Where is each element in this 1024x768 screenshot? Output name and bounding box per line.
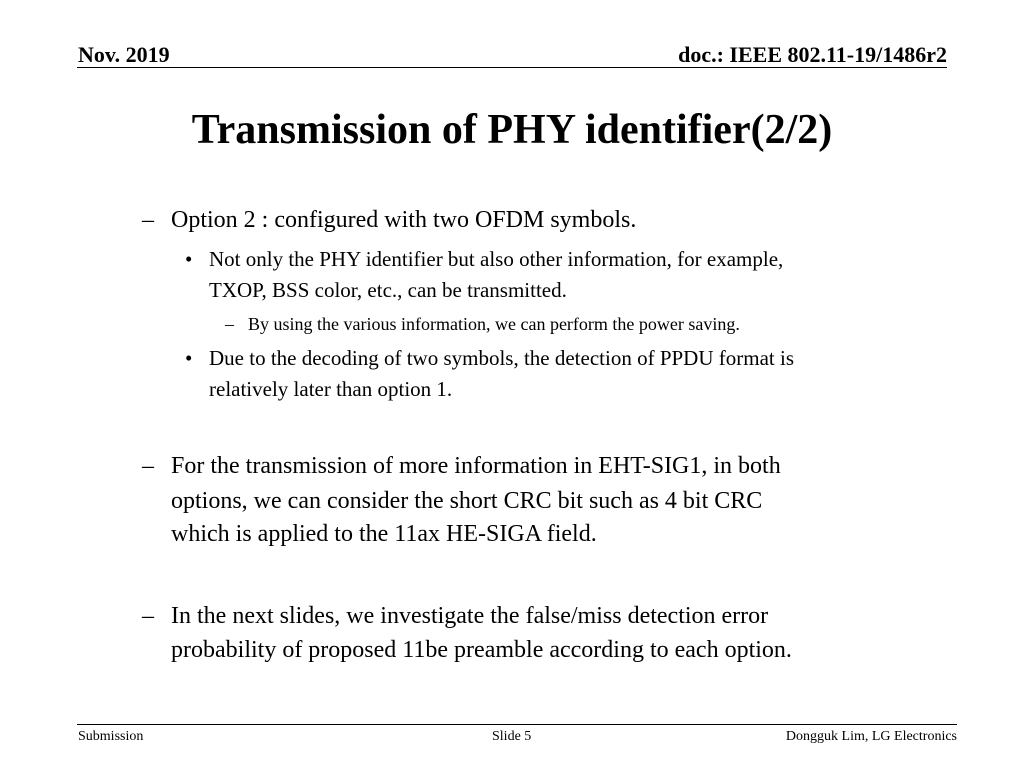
- dash-marker: –: [142, 207, 154, 233]
- dash-marker: –: [225, 314, 234, 334]
- subsub1-text: By using the various information, we can perform the power saving.: [248, 314, 740, 334]
- footer-divider: [77, 724, 957, 725]
- para3-line1: In the next slides, we investigate the false/miss detection error: [171, 603, 769, 629]
- footer-submission: Submission: [78, 729, 144, 744]
- para2-line3: which is applied to the 11ax HE-SIGA field.: [171, 521, 597, 547]
- bullet1-line1: Not only the PHY identifier but also other information, for example,: [209, 247, 784, 271]
- para3-line2: probability of proposed 11be preamble according to each option.: [171, 637, 792, 663]
- bullet-marker: •: [185, 346, 193, 370]
- header-divider: [77, 67, 947, 68]
- header-date: Nov. 2019: [78, 42, 170, 67]
- footer-author: Dongguk Lim, LG Electronics: [785, 729, 957, 744]
- bullet2-line2: relatively later than option 1.: [209, 377, 453, 401]
- bullet2-line1: Due to the decoding of two symbols, the detection of PPDU format is: [209, 346, 794, 370]
- dash-marker: –: [142, 603, 154, 629]
- bullet1-line2: TXOP, BSS color, etc., can be transmitted.: [209, 278, 567, 302]
- footer-slide-number: Slide 5: [492, 729, 532, 744]
- slide-title: Transmission of PHY identifier(2/2): [191, 107, 833, 153]
- para2-line2: options, we can consider the short CRC bit such as 4 bit CRC: [171, 488, 763, 514]
- bullet-marker: •: [185, 247, 193, 271]
- option2-text: Option 2 : configured with two OFDM symbols.: [171, 207, 637, 233]
- header-doc-id: doc.: IEEE 802.11-19/1486r2: [678, 42, 947, 67]
- dash-marker: –: [142, 453, 154, 479]
- para2-line1: For the transmission of more information in EHT-SIG1, in both: [171, 453, 781, 479]
